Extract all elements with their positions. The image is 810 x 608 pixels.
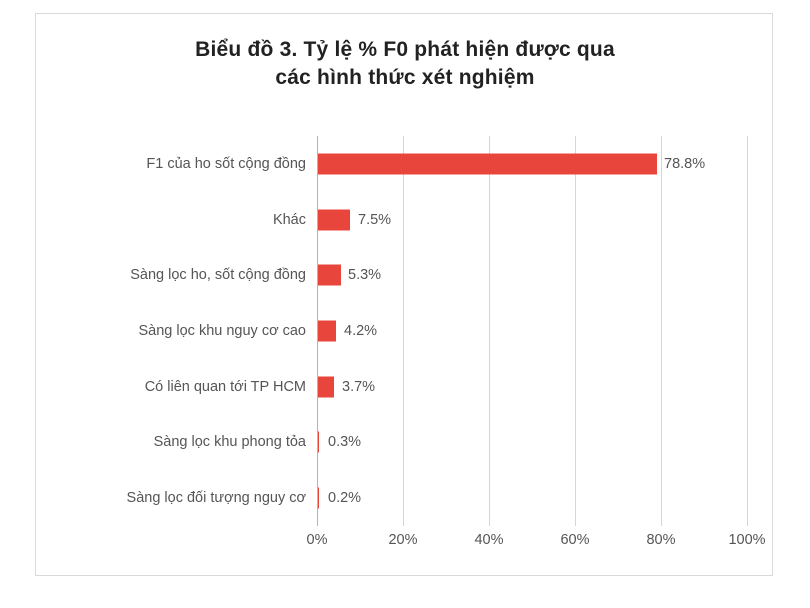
bar[interactable] (318, 488, 319, 509)
bar[interactable] (318, 209, 350, 230)
bar-row[interactable] (126, 470, 747, 526)
chart-card (35, 13, 773, 576)
chart-title-line-1: Biểu đồ 3. Tỷ lệ % F0 phát hiện được qua (195, 38, 615, 61)
x-tick-label: 60% (560, 532, 590, 548)
chart-title-line-2: các hình thức xét nghiệm (275, 66, 535, 90)
category-label: F1 của ho sốt cộng đồng (146, 155, 306, 172)
chart-title (76, 36, 734, 93)
x-tick-label: 0% (306, 532, 328, 548)
category-label: Sàng lọc khu phong tỏa (153, 434, 306, 451)
bar-row[interactable] (144, 359, 747, 415)
category-label: Sàng lọc đối tượng nguy cơ (126, 490, 306, 507)
x-tick-label: 20% (388, 532, 418, 548)
value-label: 0.2% (328, 490, 362, 507)
x-tick-label: 40% (474, 532, 504, 548)
bar-row[interactable] (153, 415, 747, 471)
bar-row[interactable] (130, 247, 747, 303)
value-label: 3.7% (342, 378, 376, 395)
category-label: Có liên quan tới TP HCM (144, 378, 306, 395)
bar[interactable] (318, 265, 341, 286)
plot-area (126, 136, 766, 548)
value-label: 4.2% (344, 322, 378, 339)
bar-row[interactable] (138, 303, 747, 359)
value-label: 7.5% (358, 211, 392, 228)
bar-row[interactable] (272, 192, 747, 248)
value-label: 5.3% (348, 267, 382, 284)
x-tick-label: 100% (728, 532, 766, 548)
category-label: Sàng lọc ho, sốt cộng đồng (130, 267, 306, 284)
bar[interactable] (318, 320, 336, 341)
value-label: 0.3% (328, 434, 362, 451)
category-label: Khác (272, 211, 306, 228)
bar[interactable] (318, 153, 657, 174)
value-label: 78.8% (664, 155, 706, 172)
bar[interactable] (318, 376, 334, 397)
bar-row[interactable] (146, 136, 747, 192)
gridline-100 (747, 136, 748, 526)
bar[interactable] (318, 432, 319, 453)
category-label: Sàng lọc khu nguy cơ cao (138, 322, 306, 339)
x-tick-label: 80% (646, 532, 676, 548)
